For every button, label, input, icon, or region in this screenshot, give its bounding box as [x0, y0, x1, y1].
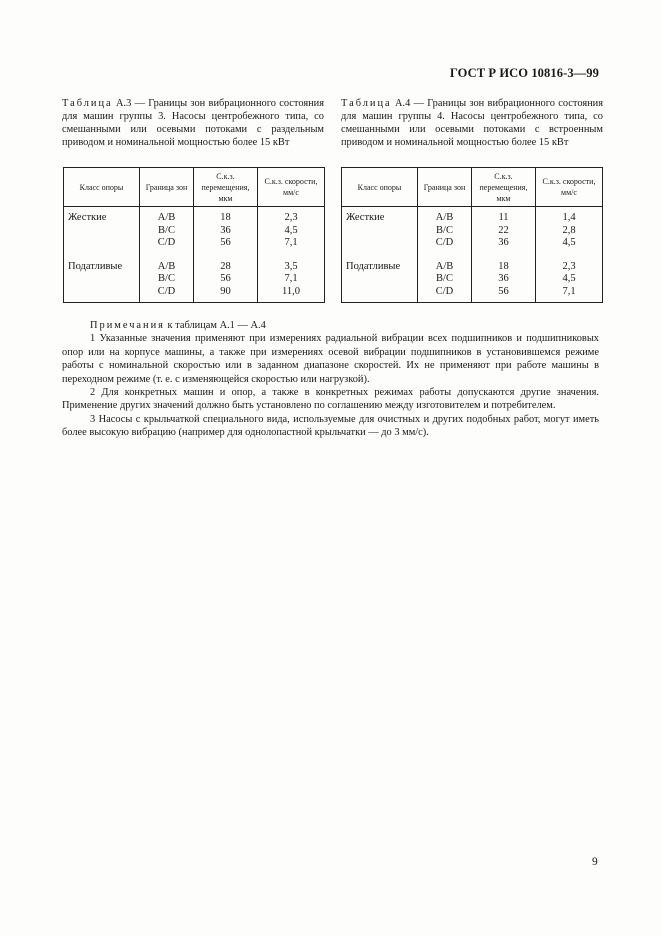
displacement-cell: 18 36 56 — [194, 207, 258, 251]
note-item: 3 Насосы с крыльчаткой специального вида, используемые для очистных и других подобных работ, могут иметь более высокую вибрацию (например для однолопастной крыльчатки — до 3 мм/с). — [62, 413, 599, 439]
displacement-cell: 11 22 36 — [472, 207, 536, 251]
table-row — [342, 251, 603, 303]
notes-section — [62, 319, 599, 440]
table-row — [342, 207, 603, 251]
header-cell: Граница зон — [418, 168, 472, 207]
displacement-cell: 28 56 90 — [194, 251, 258, 303]
note-item: 1 Указанные значения применяют при измерениях радиальной вибрации всех подшипников и подшипниковых опор или на корпусе машины, а также при измерениях осевой вибрации подшипников в установившемся режиме работы с номинальной скоростью или в заданном диапазоне скоростей. Их не применяют при работе машины в переходном режиме (т. е. с изменяющейся скоростью или нагрузкой). — [62, 333, 599, 385]
support-class-cell: Податливые — [64, 251, 140, 303]
header-cell: Класс опоры — [342, 168, 418, 207]
page-number: 9 — [592, 856, 598, 868]
caption-label: Таблица — [62, 98, 113, 109]
header-cell: С.к.з. перемещения, мкм — [194, 168, 258, 207]
header-cell: С.к.з. перемещения, мкм — [472, 168, 536, 207]
header-cell: Граница зон — [140, 168, 194, 207]
header-cell: Класс опоры — [64, 168, 140, 207]
notes-title: Примечания к таблицам А.1 — А.4 — [90, 320, 266, 331]
table-a3 — [63, 167, 325, 303]
support-class-cell: Жесткие — [342, 207, 418, 251]
note-item: 2 Для конкретных машин и опор, а также в конкретных режимах работы допускаются другие значения. Применение других значений должно быть установлено по соглашению между изготовителем и потребителем. — [62, 387, 599, 412]
velocity-cell: 2,3 4,5 7,1 — [536, 251, 603, 303]
displacement-cell: 18 36 56 — [472, 251, 536, 303]
caption-text: А.3 — Границы зон вибрационного состояния для машин группы 3. Насосы центробежного типа, со смешанными или осевыми потоками с раздельным приводом и номинальной мощностью более 15 кВт — [62, 98, 324, 148]
table-a4 — [341, 167, 603, 303]
velocity-cell: 3,5 7,1 11,0 — [258, 251, 325, 303]
zone-cell: A/B B/C C/D — [418, 207, 472, 251]
support-class-cell: Жесткие — [64, 207, 140, 251]
zone-cell: A/B B/C C/D — [140, 251, 194, 303]
header-cell: С.к.з. скорости, мм/с — [258, 168, 325, 207]
support-class-cell: Податливые — [342, 251, 418, 303]
table-header-row — [342, 168, 603, 207]
header-cell: С.к.з. скорости, мм/с — [536, 168, 603, 207]
table-row — [64, 207, 325, 251]
velocity-cell: 2,3 4,5 7,1 — [258, 207, 325, 251]
table-a4-caption — [341, 97, 603, 149]
zone-cell: A/B B/C C/D — [418, 251, 472, 303]
caption-label: Таблица — [341, 98, 392, 109]
table-a3-caption — [62, 97, 324, 149]
table-header-row — [64, 168, 325, 207]
caption-text: А.4 — Границы зон вибрационного состояния для машин группы 4. Насосы центробежного типа, со смешанными или осевыми потоками с встроенным приводом и номинальной мощностью более 15 кВт — [341, 98, 603, 148]
velocity-cell: 1,4 2,8 4,5 — [536, 207, 603, 251]
document-id: ГОСТ Р ИСО 10816-3—99 — [449, 66, 599, 80]
zone-cell: A/B B/C C/D — [140, 207, 194, 251]
table-row — [64, 251, 325, 303]
